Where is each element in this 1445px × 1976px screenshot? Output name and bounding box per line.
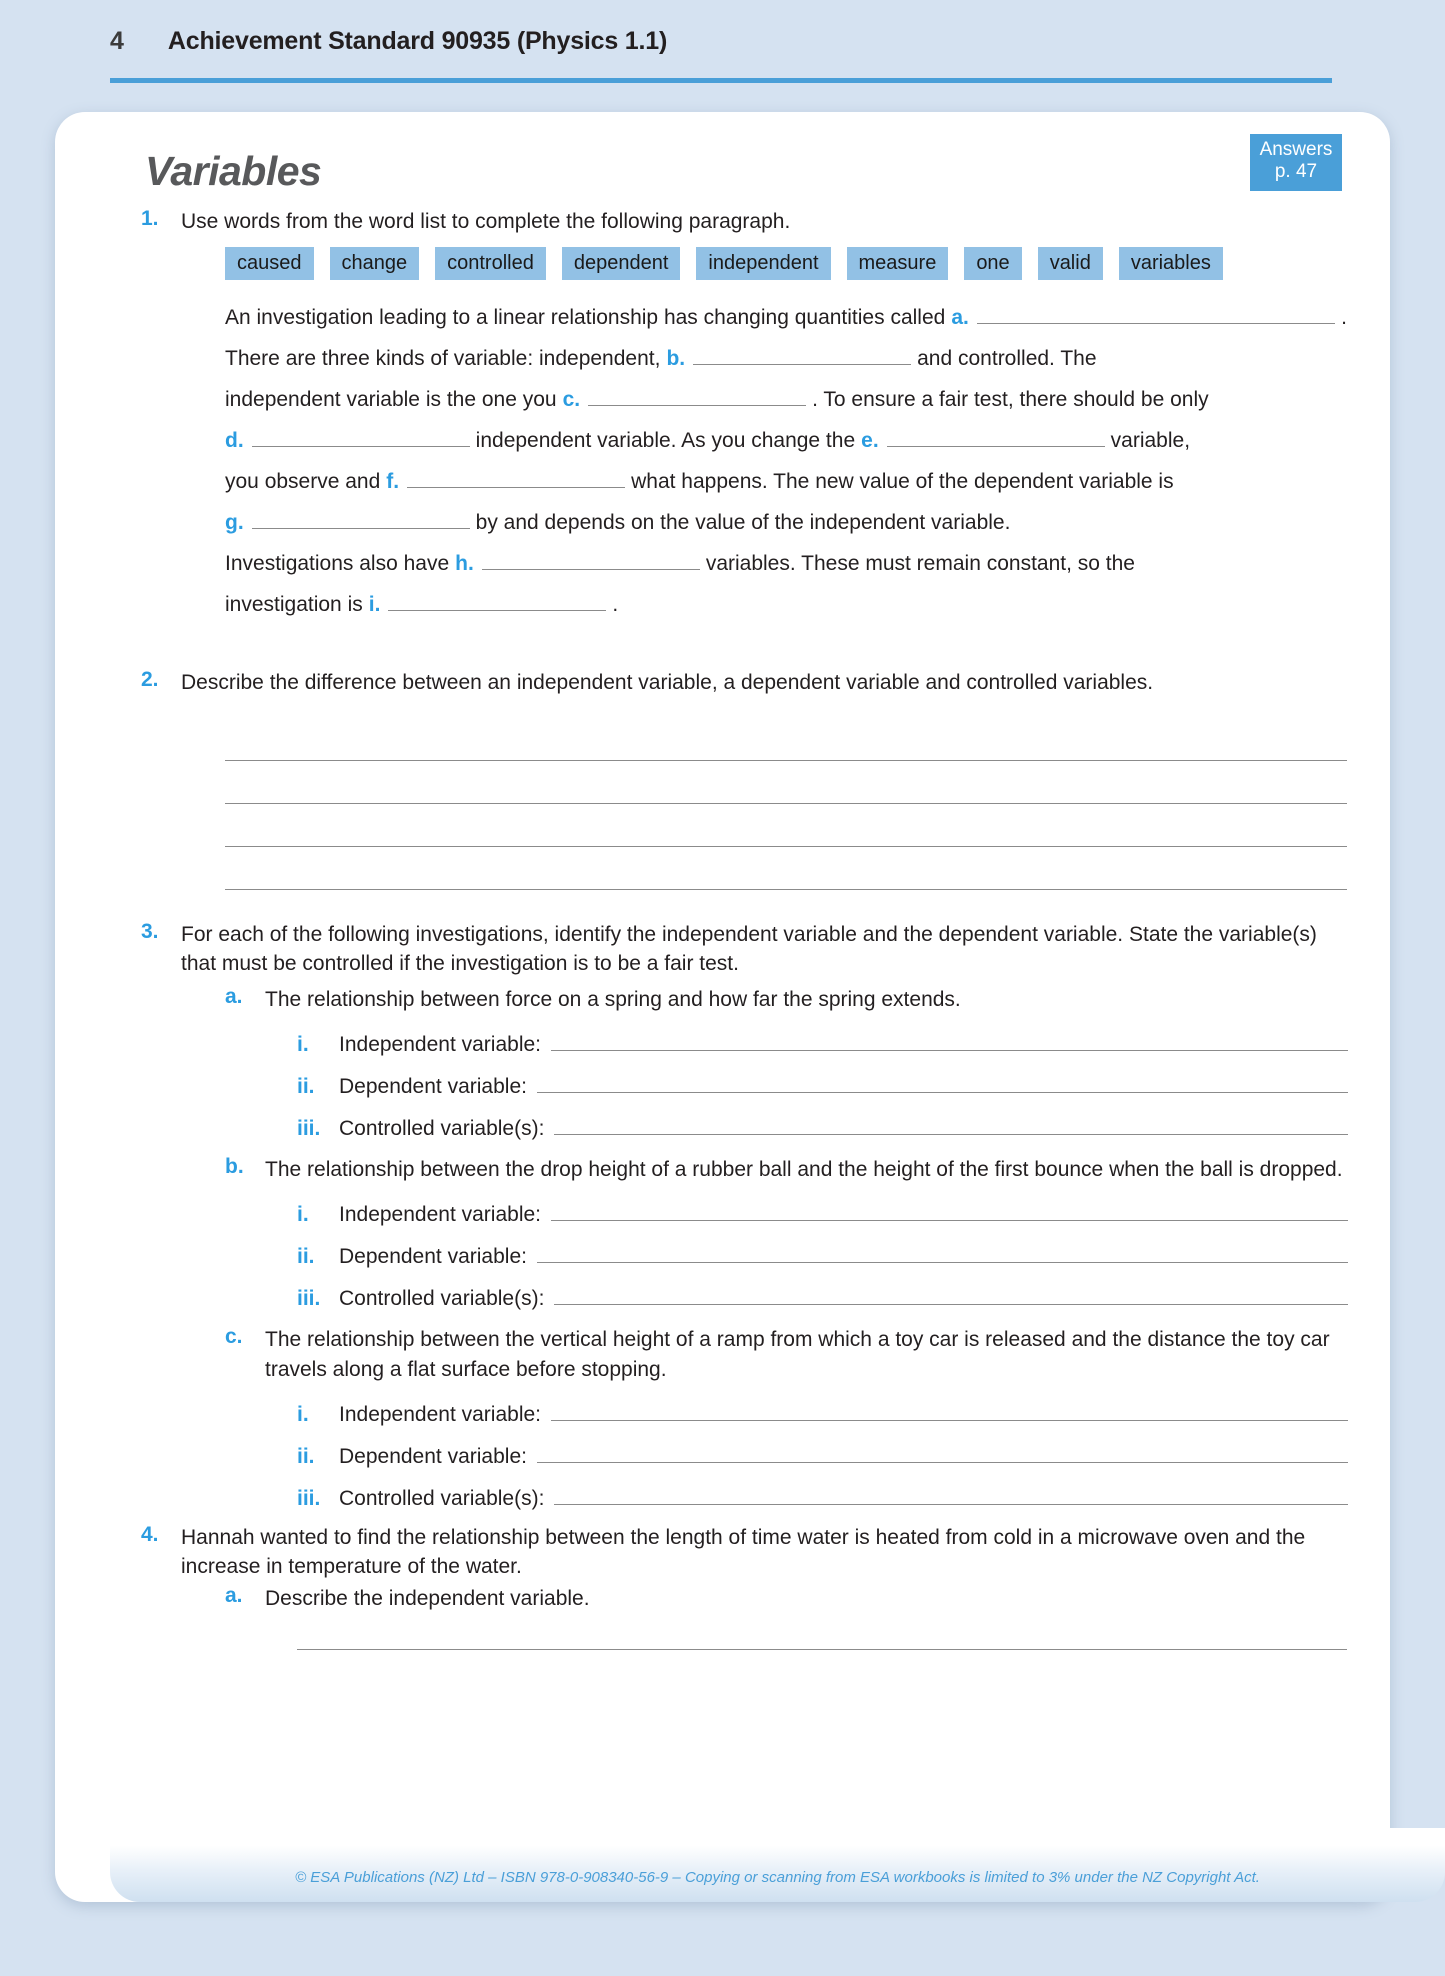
question-4-answer-line[interactable] [297,1648,1347,1650]
question-3-c-i [297,1401,1348,1427]
item-letter: a. [225,985,243,1009]
cloze-blank-h[interactable] [482,548,700,570]
page-footer [110,1828,1445,1902]
cloze-text: and controlled. The [917,346,1097,370]
cloze-blank-d[interactable] [252,425,470,447]
cloze-label-a: a. [951,305,969,329]
question-3-prompt: For each of the following investigations, identify the independent variable and the dependent variable. State the variable(s) that must be controlled if the investigation is to be a fair test. [181,922,1317,976]
roman-label: Controlled variable(s): [339,1486,545,1510]
cloze-blank-g[interactable] [252,507,470,529]
question-3-item-a [225,985,1348,1015]
question-1-number: 1. [141,207,159,230]
question-3-c-ii [297,1443,1348,1469]
page-title: Achievement Standard 90935 (Physics 1.1) [167,26,668,55]
answer-line[interactable] [225,847,1347,890]
roman-label: Controlled variable(s): [339,1286,545,1310]
answer-line[interactable] [225,761,1347,804]
item-text: The relationship between the vertical height of a ramp from which a toy car is released and the distance the toy car travels along a flat surface before stopping. [265,1327,1330,1381]
cloze-blank-c[interactable] [588,384,806,406]
item-letter: b. [225,1155,244,1179]
cloze-text: . To ensure a fair test, there should be only [812,387,1209,411]
answers-badge-line2: p. 47 [1274,161,1318,183]
cloze-label-e: e. [861,428,879,452]
question-1-prompt: Use words from the word list to complete the following paragraph. [181,210,791,233]
page-number: 4 [110,26,124,55]
word-list [225,247,1348,280]
item-text: The relationship between the drop height of a rubber ball and the height of the first bounce when the ball is dropped. [265,1158,1343,1182]
cloze-text: independent variable. As you change the [475,428,856,452]
roman-numeral: i. [297,1402,309,1426]
content-card [55,112,1390,1902]
page-header [0,0,1445,82]
roman-numeral: ii. [297,1444,315,1468]
roman-answer-blank[interactable] [551,1401,1348,1421]
item-text: The relationship between force on a spring and how far the spring extends. [265,988,961,1012]
cloze-text: what happens. The new value of the dependent variable is [631,469,1174,493]
roman-answer-blank[interactable] [551,1201,1348,1221]
cloze-label-g: g. [225,510,244,534]
cloze-label-f: f. [386,469,400,493]
question-2-answer-area [225,718,1347,890]
roman-label: Dependent variable: [339,1075,527,1099]
roman-label: Independent variable: [339,1033,541,1057]
cloze-line-f [225,466,1347,507]
cloze-text: variable, [1110,428,1191,452]
question-1 [141,207,1348,237]
cloze-blank-f[interactable] [407,466,625,488]
word-chip[interactable]: independent [696,247,830,280]
cloze-text: by and depends on the value of the independent variable. [475,510,1011,534]
cloze-label-c: c. [562,387,581,411]
word-chip[interactable]: valid [1038,247,1103,280]
cloze-text: you observe and [225,469,381,493]
cloze-text: variables. These must remain constant, so the [705,551,1135,575]
word-chip[interactable]: measure [847,247,949,280]
question-3-item-c [225,1325,1348,1385]
answers-badge-line1: Answers [1259,139,1333,160]
cloze-line-g [225,507,1347,548]
roman-label: Dependent variable: [339,1444,527,1468]
roman-answer-blank[interactable] [537,1243,1348,1263]
question-3-a-i [297,1031,1348,1057]
question-3-number: 3. [141,919,159,943]
word-chip[interactable]: variables [1119,247,1223,280]
word-chip[interactable]: controlled [435,247,546,280]
question-3 [141,920,1348,980]
roman-numeral: ii. [297,1075,315,1099]
word-chip[interactable]: change [330,247,420,280]
cloze-blank-b[interactable] [693,343,911,365]
roman-answer-blank[interactable] [554,1285,1348,1305]
cloze-line-b [225,343,1347,384]
cloze-text: There are three kinds of variable: independent, [225,346,661,370]
word-chip[interactable]: dependent [562,247,681,280]
item-letter: c. [225,1324,243,1348]
question-3-b-ii [297,1243,1348,1269]
cloze-label-b: b. [666,346,686,370]
roman-label: Dependent variable: [339,1244,527,1268]
roman-numeral: i. [297,1033,309,1057]
cloze-text: . [612,592,619,616]
question-4-number: 4. [141,1522,159,1546]
cloze-label-d: d. [225,428,244,452]
question-3-a-iii [297,1115,1348,1141]
roman-answer-blank[interactable] [537,1443,1348,1463]
roman-numeral: iii. [297,1117,321,1141]
answers-badge[interactable] [1250,134,1342,191]
cloze-line-i [225,589,1347,630]
word-chip[interactable]: one [964,247,1021,280]
cloze-line-h [225,548,1347,589]
cloze-label-h: h. [455,551,474,575]
cloze-text: Investigations also have [225,551,450,575]
roman-label: Independent variable: [339,1202,541,1226]
cloze-line-a [225,302,1347,343]
question-3-c-iii [297,1485,1348,1511]
cloze-blank-e[interactable] [887,425,1105,447]
cloze-line-de [225,425,1347,466]
roman-answer-blank[interactable] [554,1115,1348,1135]
roman-label: Controlled variable(s): [339,1117,545,1141]
roman-answer-blank[interactable] [537,1073,1348,1093]
word-chip[interactable]: caused [225,247,314,280]
cloze-label-i: i. [368,592,381,616]
roman-numeral: i. [297,1202,309,1226]
question-4-item-a [225,1584,1348,1614]
roman-answer-blank[interactable] [551,1031,1348,1051]
answer-line[interactable] [225,718,1347,761]
question-2 [141,668,1348,698]
cloze-text: investigation is [225,592,363,616]
item-letter: a. [225,1584,243,1608]
roman-numeral: iii. [297,1486,321,1510]
header-rule [110,78,1332,83]
item-text: Describe the independent variable. [265,1587,590,1611]
roman-numeral: ii. [297,1244,315,1268]
roman-numeral: iii. [297,1286,321,1310]
cloze-text: An investigation leading to a linear relationship has changing quantities called [225,305,946,329]
roman-answer-blank[interactable] [554,1485,1348,1505]
cloze-text: . [1341,305,1347,329]
section-title: Variables [145,148,322,194]
cloze-blank-i[interactable] [388,589,606,611]
question-3-b-iii [297,1285,1348,1311]
question-2-prompt: Describe the difference between an independent variable, a dependent variable and controlled variables. [181,670,1154,694]
answer-line[interactable] [225,804,1347,847]
question-4-prompt: Hannah wanted to find the relationship between the length of time water is heated from cold in a microwave oven and the increase in temperature of the water. [181,1525,1306,1579]
roman-label: Independent variable: [339,1402,541,1426]
question-3-item-b [225,1155,1348,1185]
cloze-blank-a[interactable] [977,302,1335,324]
cloze-paragraph [225,302,1347,630]
question-4 [141,1523,1348,1583]
cloze-line-c [225,384,1347,425]
footer-copyright: © ESA Publications (NZ) Ltd – ISBN 978-0-908340-56-9 – Copying or scanning from ESA workbooks is limited to 3% under the NZ Copyright Act. [295,1869,1260,1886]
question-2-number: 2. [141,667,159,691]
cloze-text: independent variable is the one you [225,387,557,411]
question-3-b-i [297,1201,1348,1227]
question-3-a-ii [297,1073,1348,1099]
